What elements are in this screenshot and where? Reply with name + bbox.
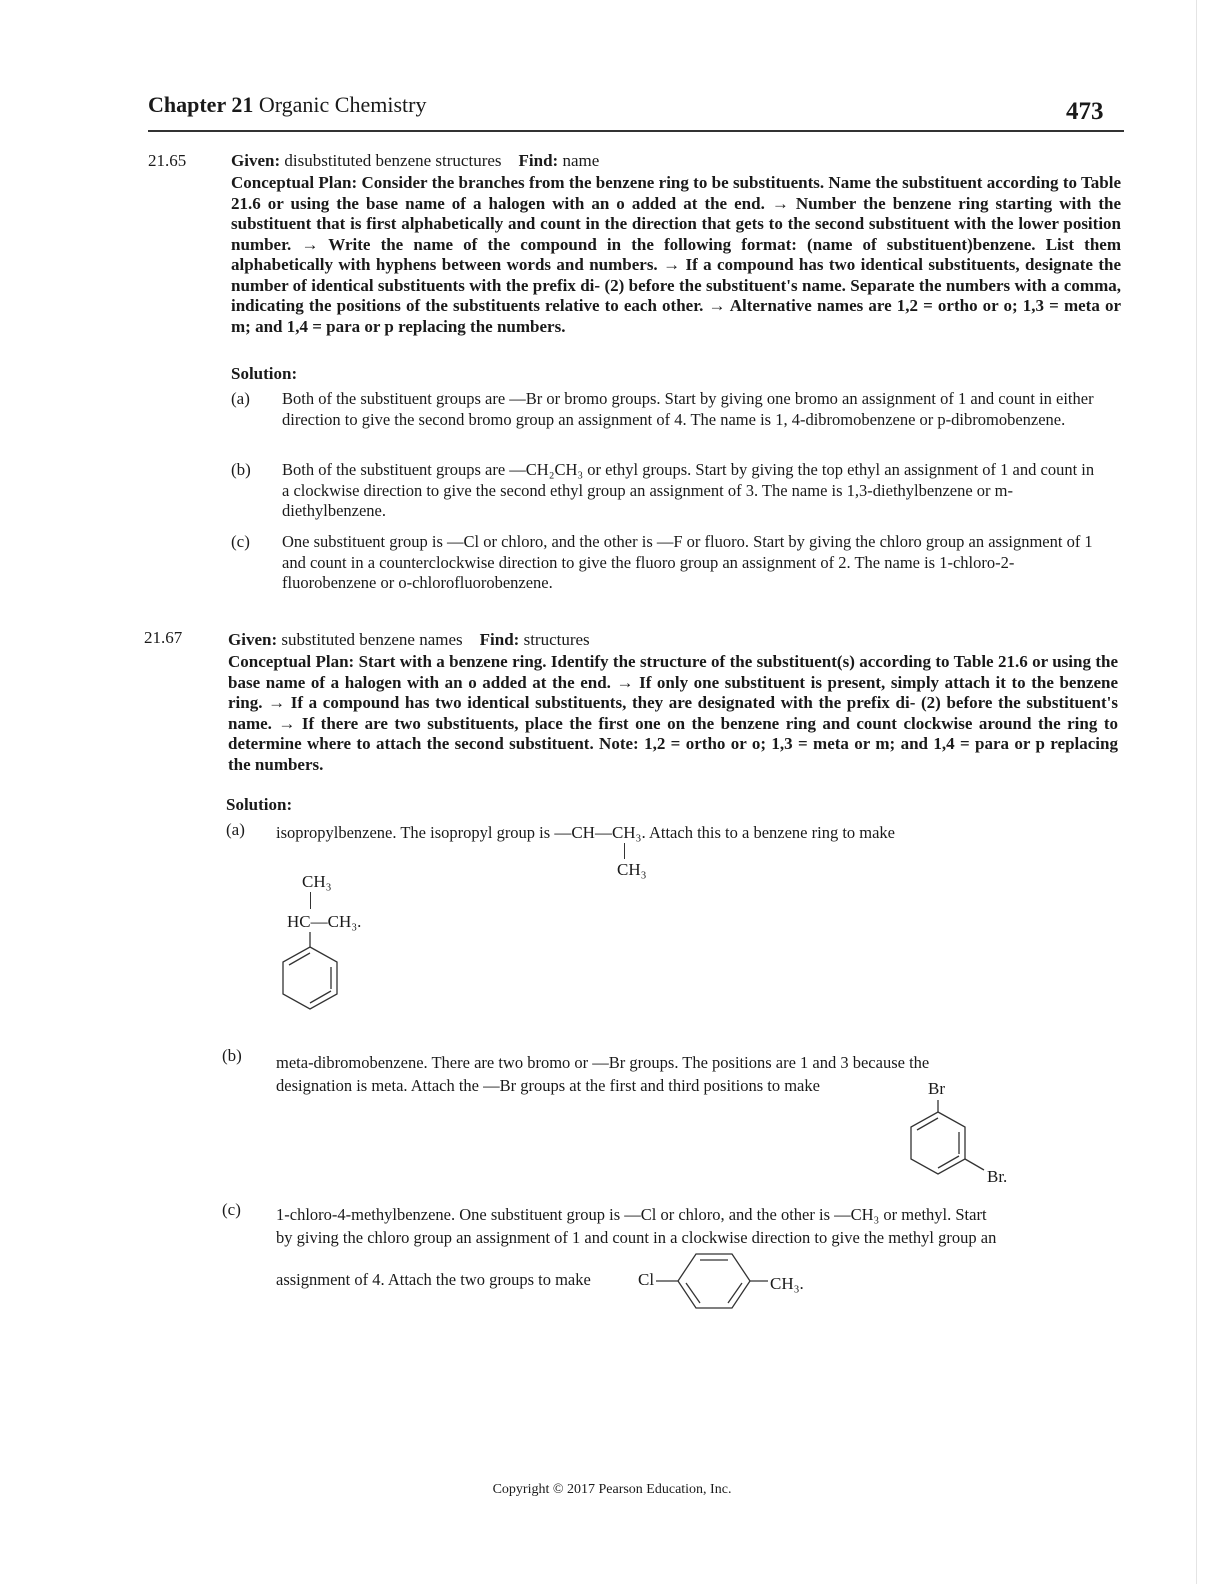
isopropyl-vertical-bond	[310, 892, 311, 909]
copyright-footer: Copyright © 2017 Pearson Education, Inc.	[492, 1482, 732, 1497]
solution-label: Solution:	[231, 364, 298, 383]
given-find-line	[231, 151, 1121, 172]
item-text-line: meta-dibromobenzene. There are two bromo or —Br groups. The positions are 1 and 3 because the	[276, 1053, 930, 1072]
item-text-line: designation is meta. Attach the —Br groups at the first and third positions to make	[276, 1076, 820, 1095]
chapter-header	[148, 92, 426, 118]
given-label: Given:	[228, 630, 278, 649]
plan-text: Start with a benzene ring. Identify the structure of the substituent(s) according to Table 21.6 or using the base name of a halogen with an o added at the end. → If only one substituent is present, simply attach it to the benzene ring. → If a compound has two identical substituents, they are designated with the prefix di- (2) before the substituent's name. → If there are two substituents, place the first one on the benzene ring and count clockwise around the ring to determine where to attach the second substituent. Note: 1,2 = ortho or o; 1,3 = meta or m; and 1,4 = para or p replacing the numbers.	[228, 652, 1118, 774]
given-text: substituted benzene names	[281, 630, 463, 649]
item-text-line	[276, 823, 895, 844]
plan-label: Conceptual Plan:	[228, 652, 355, 671]
find-label: Find:	[518, 151, 559, 170]
problem-number: 21.65	[148, 151, 187, 170]
item-label: (b)	[231, 460, 251, 479]
problem-number: 21.67	[144, 628, 183, 647]
item-label: (a)	[231, 389, 250, 408]
page-number: 473	[1066, 98, 1104, 125]
item-text-line: by giving the chloro group an assignment of 1 and count in a clockwise direction to give the methyl group an	[276, 1228, 997, 1247]
solution-label: Solution:	[226, 795, 293, 814]
given-find-line	[228, 630, 1118, 651]
header-rule	[148, 130, 1124, 132]
item-text: One substituent group is —Cl or chloro, and the other is —F or fluoro. Start by giving the chloro group an assignment of 1 and count in a counterclockwise direction to give the fluoro group an assignment of 2. The name is 1-chloro-2-fluorobenzene or o-chlorofluorobenzene.	[282, 532, 1093, 592]
conceptual-plan	[231, 173, 1121, 337]
bromo-right-label: Br.	[987, 1167, 1008, 1186]
isopropyl-main-chain: —CH—CH₃.	[554, 823, 646, 842]
chapter-subject: Organic Chemistry	[258, 92, 427, 117]
benzene-ring-isopropyl	[270, 928, 350, 1028]
isopropyl-ch-group: HC—CH₃.	[287, 912, 362, 931]
isopropyl-branch-bond	[624, 843, 625, 859]
benzene-ring-dibromo	[898, 1098, 998, 1192]
item-label: (c)	[222, 1200, 241, 1219]
conceptual-plan	[228, 652, 1118, 775]
chloro-label: Cl	[638, 1270, 655, 1289]
isopropyl-branch-methyl: CH₃	[617, 860, 647, 879]
page-edge-shadow	[1196, 0, 1197, 1584]
plan-text: Consider the branches from the benzene ring to be substituents. Name the substituent according to Table 21.6 or using the base name of a halogen with an o added at the end. → Number the benzene ring starting with the substituent that is first alphabetically and count in the direction that gets to the second substituent with the lower position number. → Write the name of the compound in the following format: (name of substituent)benzene. List them alphabetically with hyphens between words and numbers. → If a compound has two identical substituents, designate the number of identical substituents with the prefix di- (2) before the substituent's name. Separate the numbers with a comma, indicating the positions of the substituents relative to each other. → Alternative names are 1,2 = ortho or o; 1,3 = meta or m; and 1,4 = para or p replacing the numbers.	[231, 173, 1122, 336]
find-text: name	[562, 151, 600, 170]
item-text-line: 1-chloro-4-methylbenzene. One substituent group is —Cl or chloro, and the other is —CH₃ or methyl. Start	[276, 1205, 987, 1224]
item-label: (c)	[231, 532, 250, 551]
plan-label: Conceptual Plan:	[231, 173, 358, 192]
given-label: Given:	[231, 151, 281, 170]
item-label: (b)	[222, 1046, 242, 1065]
item-text: Both of the substituent groups are —CH₂CH₃ or ethyl groups. Start by giving the top ethyl an assignment of 1 and count in a clockwise direction to give the second ethyl group an assignment of 3. The name is 1,3-diethylbenzene or m-diethylbenzene.	[282, 460, 1095, 520]
item-label: (a)	[226, 820, 245, 839]
find-text: structures	[523, 630, 590, 649]
given-text: disubstituted benzene structures	[284, 151, 502, 170]
methyl-label: CH₃.	[770, 1274, 804, 1293]
chapter-number: Chapter 21	[148, 92, 254, 117]
find-label: Find:	[479, 630, 520, 649]
item-text: Both of the substituent groups are —Br or bromo groups. Start by giving one bromo an assignment of 1 and count in either direction to give the second bromo group an assignment of 4. The name is 1, 4-dibromobenzene or p-dibromobenzene.	[282, 389, 1094, 429]
item-text-line: assignment of 4. Attach the two groups to make	[276, 1270, 591, 1289]
isopropyl-tail: Attach this to a benzene ring to make	[648, 823, 896, 842]
isopropyl-top-methyl: CH₃	[302, 872, 332, 891]
bromo-top-label: Br	[928, 1079, 945, 1098]
isopropyl-intro: isopropylbenzene. The isopropyl group is	[276, 823, 551, 842]
benzene-ring-chloromethyl	[656, 1250, 768, 1326]
